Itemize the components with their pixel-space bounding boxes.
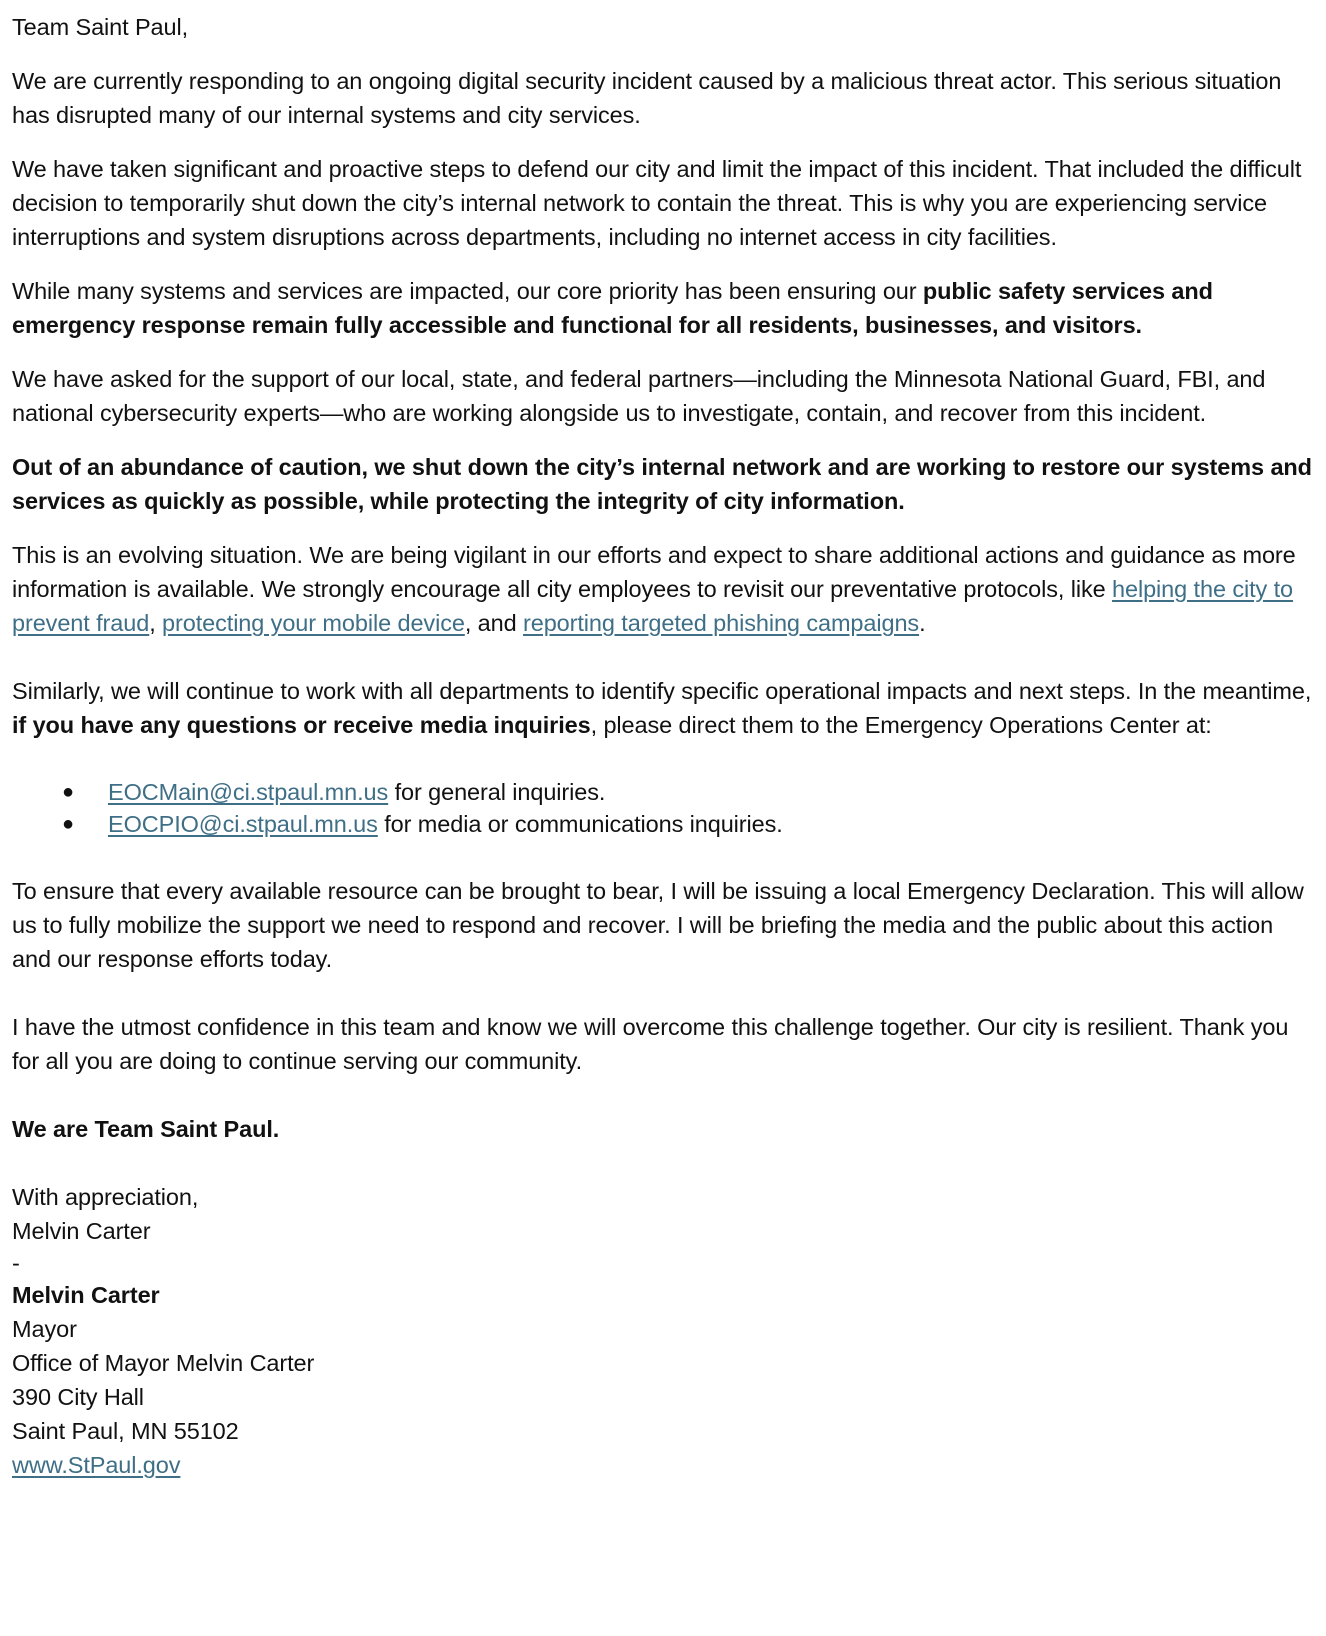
contact-description: for media or communications inquiries.	[377, 811, 783, 837]
paragraph-caution: Out of an abundance of caution, we shut down the city’s internal network and are working to restore our systems and services as quickly as possible, while protecting the integrity of city information.	[12, 454, 1312, 514]
paragraph-emergency-declaration: To ensure that every available resource can be brought to bear, I will be issuing a local Emergency Declaration. This will allow us to fully mobilize the support we need to respond and recover. I will be briefing the media and the public about this action and our response efforts today.	[12, 878, 1304, 972]
period: .	[919, 610, 926, 636]
separator: , and	[464, 610, 524, 636]
signature-block	[12, 1180, 1314, 1482]
priority-emphasis: public safety services and emergency response remain fully accessible and functional for all residents, businesses, and visitors.	[12, 278, 1213, 338]
link-protect-mobile-device[interactable]: protecting your mobile device	[162, 610, 465, 636]
signer-title: Mayor	[12, 1316, 77, 1342]
signature-divider: -	[12, 1250, 20, 1276]
contact-description: for general inquiries.	[388, 779, 606, 805]
evolving-intro: This is an evolving situation. We are being vigilant in our efforts and expect to share additional actions and guidance as more information is available. We strongly encourage all city employees to revisit our preventative protocols, like	[12, 542, 1296, 602]
list-item	[12, 808, 1314, 840]
bullet-icon: ●	[62, 813, 74, 835]
link-report-phishing[interactable]: reporting targeted phishing campaigns	[523, 610, 920, 636]
paragraph-partners: We have asked for the support of our local, state, and federal partners—including the Minnesota National Guard, FBI, and national cybersecurity experts—who are working alongside us to investigate, contain, and recover from this incident.	[12, 366, 1266, 426]
tagline: We are Team Saint Paul.	[12, 1116, 280, 1142]
address-line-2: Saint Paul, MN 55102	[12, 1418, 239, 1444]
address-line-1: 390 City Hall	[12, 1384, 144, 1410]
paragraph-steps-taken: We have taken significant and proactive steps to defend our city and limit the impact of this incident. That included the difficult decision to temporarily shut down the city’s internal network to contain the threat. This is why you are experiencing service interruptions and system disruptions across departments, including no internet access in city facilities.	[12, 156, 1302, 250]
signer-name-bold: Melvin Carter	[12, 1282, 160, 1308]
paragraph-questions	[12, 674, 1314, 742]
contact-list	[12, 776, 1314, 840]
email-eoc-pio-link[interactable]: EOCPIO@ci.stpaul.mn.us	[108, 811, 378, 837]
paragraph-confidence: I have the utmost confidence in this team and know we will overcome this challenge together. Our city is resilient. Thank you for all you are doing to continue serving our community.	[12, 1014, 1289, 1074]
paragraph-evolving-situation	[12, 538, 1314, 640]
separator: ,	[149, 610, 163, 636]
paragraph-priority	[12, 274, 1314, 342]
questions-emphasis: if you have any questions or receive media inquiries	[12, 712, 591, 738]
questions-intro: Similarly, we will continue to work with all departments to identify specific operational impacts and next steps. In the meantime,	[12, 678, 1312, 704]
paragraph-incident: We are currently responding to an ongoing digital security incident caused by a malicious threat actor. This serious situation has disrupted many of our internal systems and city services.	[12, 68, 1282, 128]
greeting: Team Saint Paul,	[12, 14, 189, 40]
priority-text: While many systems and services are impacted, our core priority has been ensuring our	[12, 278, 923, 304]
email-eoc-main-link[interactable]: EOCMain@ci.stpaul.mn.us	[108, 779, 389, 805]
bullet-icon: ●	[62, 781, 74, 803]
list-item	[12, 776, 1314, 808]
closing: With appreciation,	[12, 1184, 199, 1210]
signer-name: Melvin Carter	[12, 1218, 151, 1244]
signer-office: Office of Mayor Melvin Carter	[12, 1350, 315, 1376]
website-link[interactable]: www.StPaul.gov	[12, 1452, 181, 1478]
questions-end: , please direct them to the Emergency Operations Center at:	[590, 712, 1212, 738]
link-prevent-fraud[interactable]: helping the city to prevent fraud	[12, 576, 1294, 636]
